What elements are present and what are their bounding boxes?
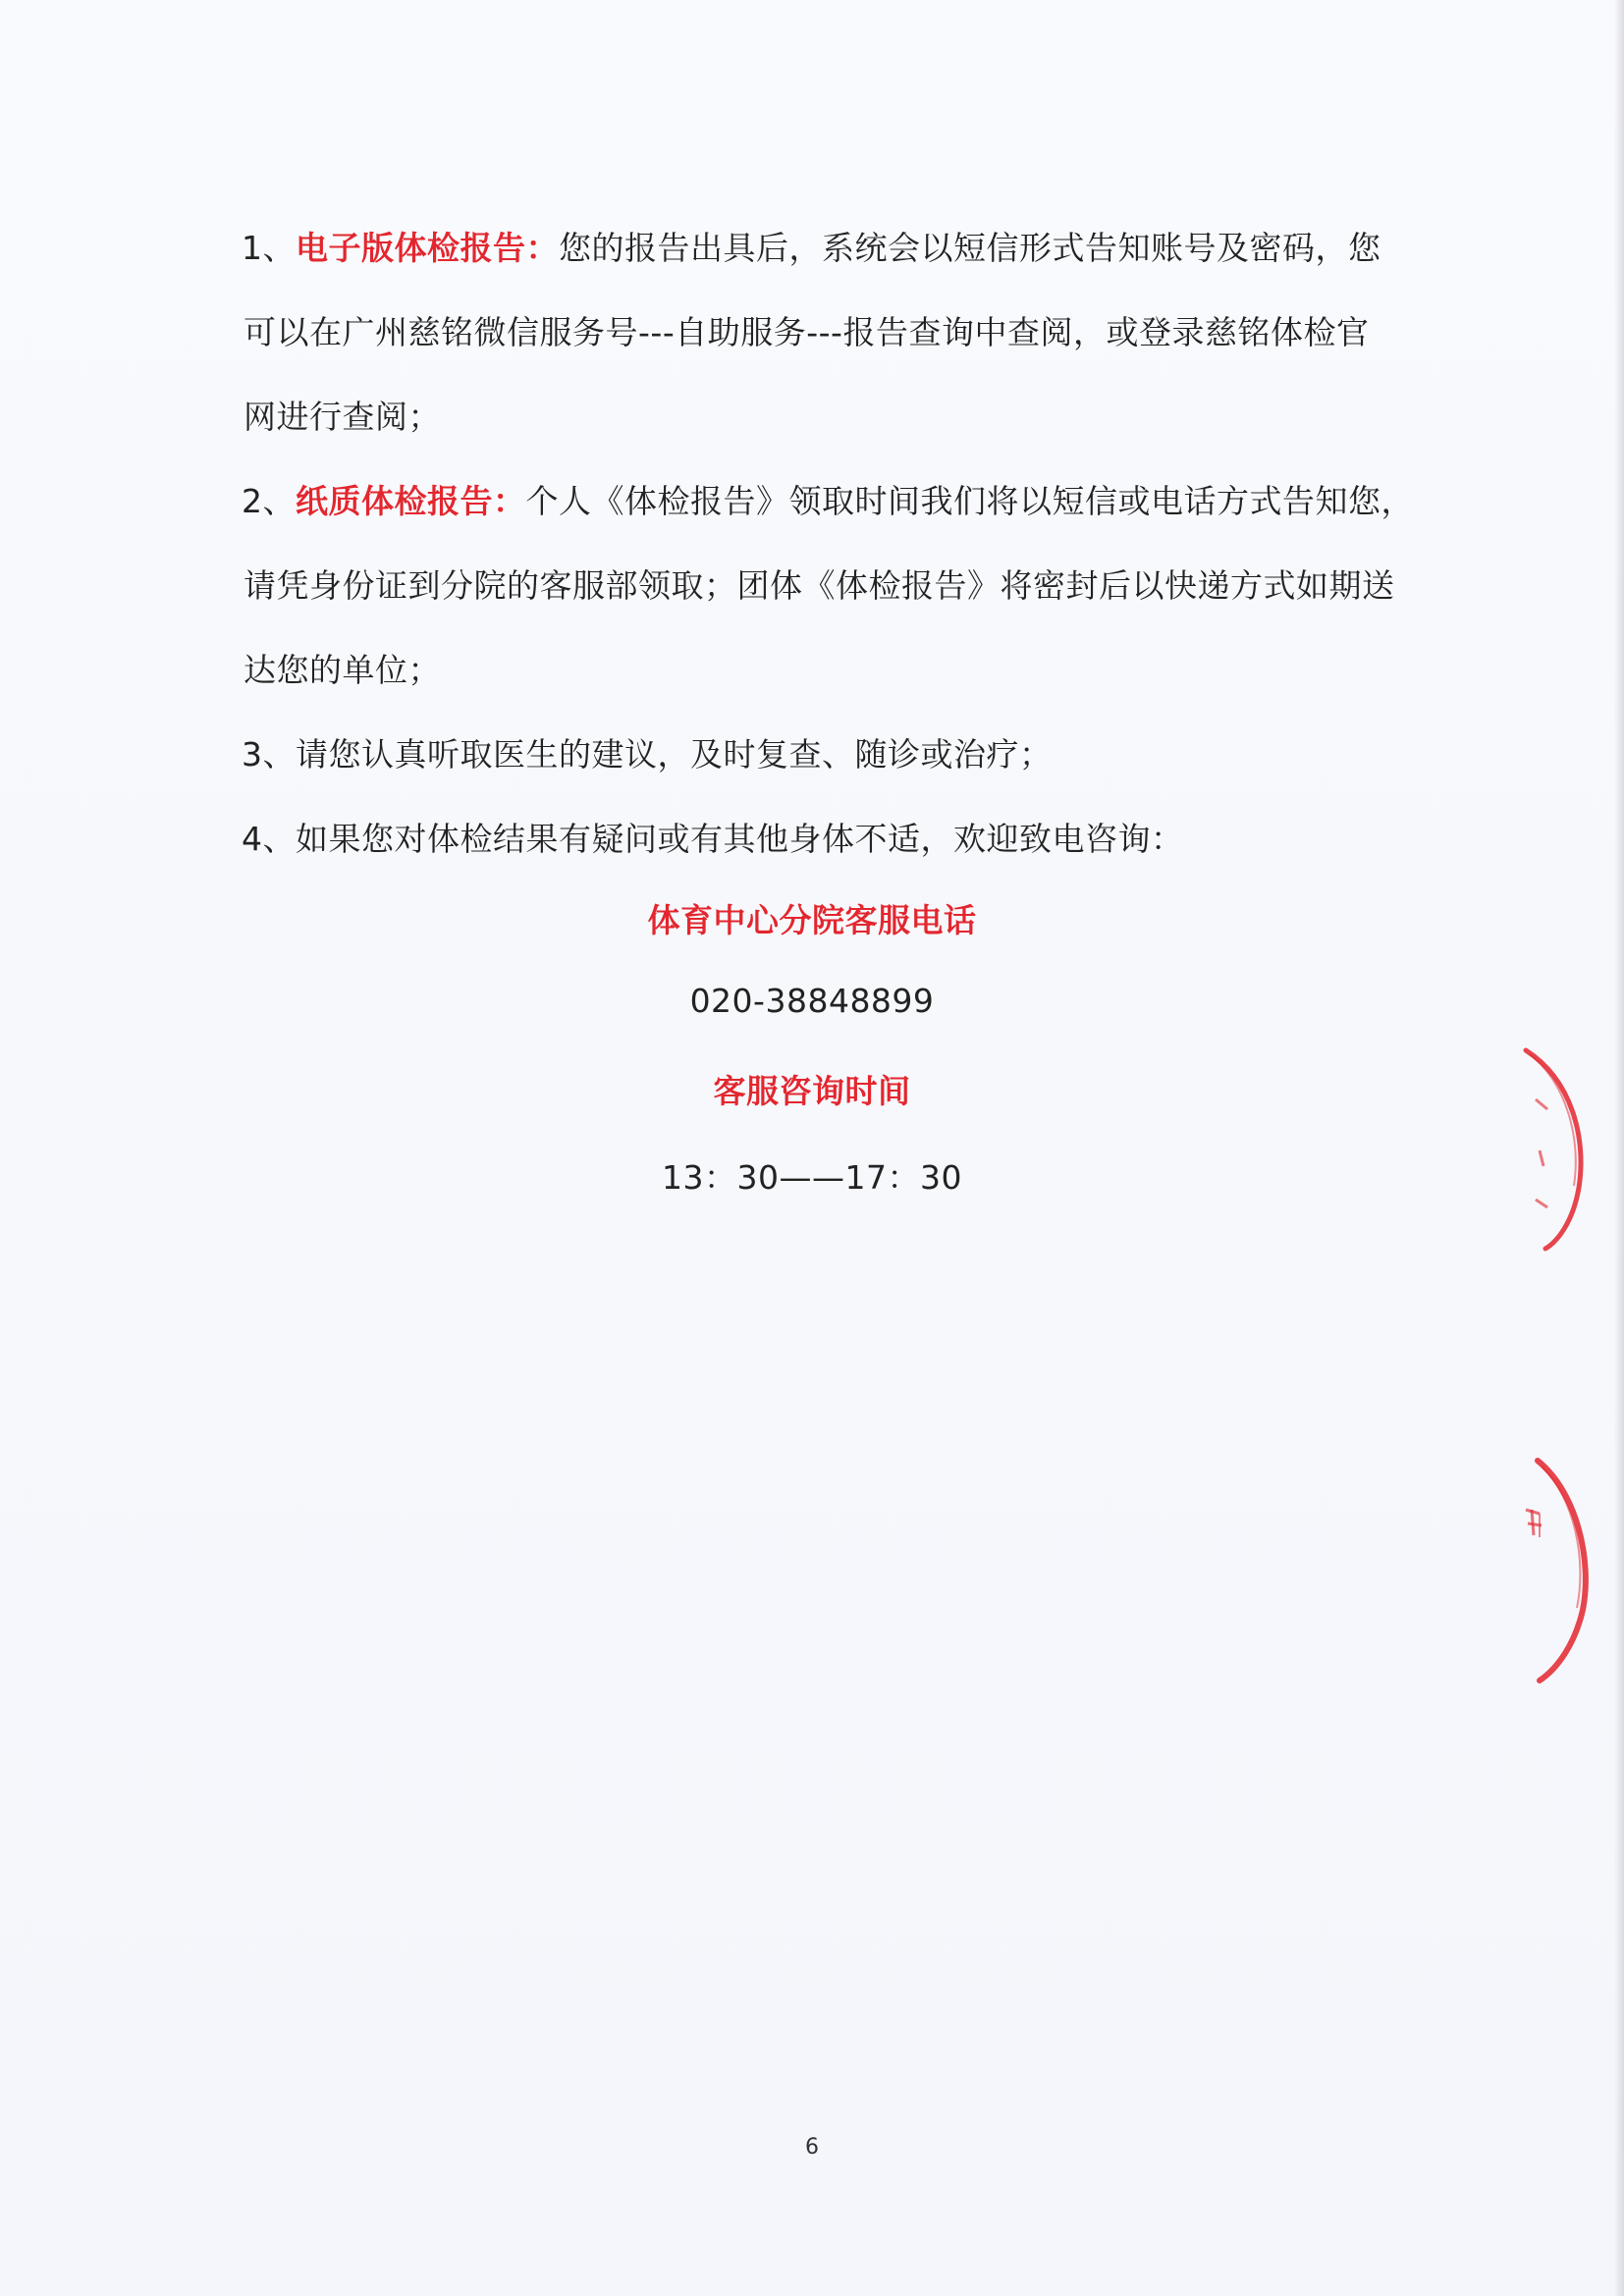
phone-heading: 体育中心分院客服电话 xyxy=(647,901,977,939)
seal-stamp-lower-fragment xyxy=(1518,1453,1597,1688)
notice-item-1-label: 电子版体检报告： xyxy=(296,229,559,267)
notice-item-1-line-2: 可以在广州慈铭微信服务号---自助服务---报告查询中查阅，或登录慈铭体检官 xyxy=(244,313,1370,351)
notice-item-2-number: 2、 xyxy=(242,482,296,520)
hours-heading: 客服咨询时间 xyxy=(713,1072,911,1110)
notice-item-4 xyxy=(242,797,1390,881)
notice-item-1-number: 1、 xyxy=(242,229,296,267)
notice-item-3 xyxy=(242,713,1390,797)
notice-item-2-line-1 xyxy=(242,459,1414,544)
phone-number: 020-38848899 xyxy=(689,982,935,1020)
notice-item-1 xyxy=(242,206,1390,459)
notice-list xyxy=(242,206,1414,881)
notice-item-4-number: 4、 xyxy=(242,820,296,858)
notice-item-2-label: 纸质体检报告： xyxy=(296,482,526,520)
notice-item-3-line-1 xyxy=(242,713,1390,797)
notice-item-2-text-1: 个人《体检报告》领取时间我们将以短信或电话方式告知您， xyxy=(525,482,1414,520)
notice-item-2-line-3: 达您的单位； xyxy=(244,651,441,689)
seal-stamp-upper-fragment xyxy=(1518,1041,1597,1256)
page-edge-shadow xyxy=(1614,0,1624,2296)
service-hours: 13：30——17：30 xyxy=(662,1158,962,1197)
notice-item-4-line-1 xyxy=(242,797,1390,881)
notice-item-3-text-1: 请您认真听取医生的建议，及时复查、随诊或治疗； xyxy=(296,735,1053,774)
notice-item-1-line-1 xyxy=(242,206,1390,291)
page-number: 6 xyxy=(805,2135,819,2160)
notice-item-1-line-3: 网进行查阅； xyxy=(244,398,441,436)
notice-item-1-text-1: 您的报告出具后，系统会以短信形式告知账号及密码，您 xyxy=(559,229,1381,267)
notice-item-2 xyxy=(242,459,1414,713)
notice-item-2-line-2: 请凭身份证到分院的客服部领取；团体《体检报告》将密封后以快递方式如期送 xyxy=(244,566,1395,605)
notice-item-4-text-1: 如果您对体检结果有疑问或有其他身体不适，欢迎致电咨询： xyxy=(296,820,1184,858)
notice-item-3-number: 3、 xyxy=(242,735,296,774)
